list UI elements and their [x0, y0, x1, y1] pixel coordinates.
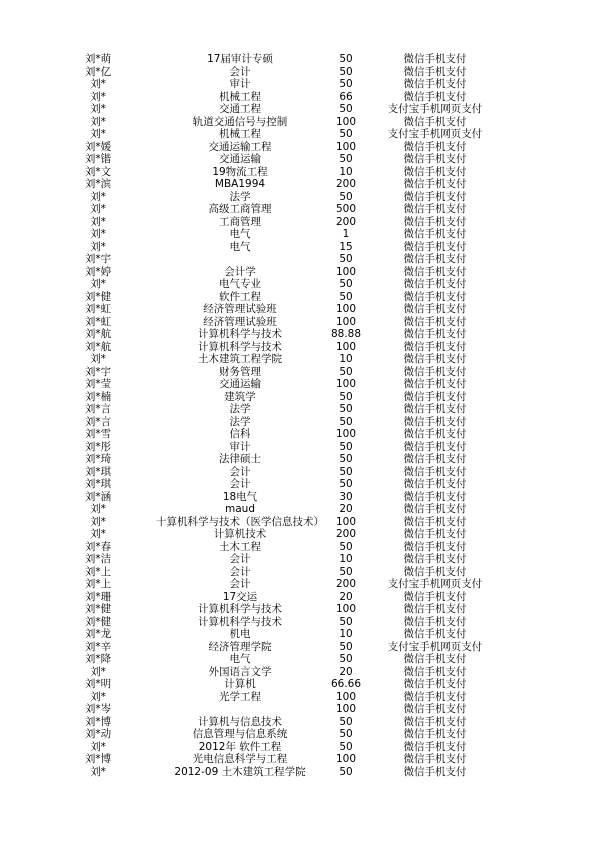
- donor-name-cell: 刘*航: [84, 340, 112, 353]
- major-cell: 2012年 软件工程: [198, 740, 282, 753]
- amount-cell: 50: [339, 290, 353, 303]
- major-cell: 审计: [229, 78, 251, 90]
- table-row: [0, 103, 600, 116]
- donor-name-cell: 刘*琪: [84, 465, 112, 478]
- major-cell: 计算机技术: [213, 528, 267, 540]
- table-row: [0, 666, 600, 679]
- amount-cell: 100: [335, 703, 357, 715]
- donor-name-cell: 刘*: [90, 215, 106, 228]
- donor-name-cell: 刘*: [90, 278, 106, 290]
- amount-cell: 50: [339, 640, 353, 653]
- amount-cell: 50: [339, 153, 353, 165]
- donor-name-cell: 刘*辛: [84, 640, 112, 653]
- amount-cell: 20: [339, 503, 353, 515]
- amount-cell: 50: [339, 190, 353, 203]
- payment-method-cell: 微信手机支付: [403, 278, 467, 290]
- donor-name-cell: 刘*: [90, 128, 106, 140]
- major-cell: 17交运: [222, 590, 258, 603]
- major-cell: 法学: [229, 190, 251, 203]
- table-row: [0, 153, 600, 166]
- donor-name-cell: 刘*: [90, 228, 106, 240]
- donor-name-cell: 刘*: [90, 665, 106, 678]
- table-row: [0, 166, 600, 179]
- major-cell: 工商管理: [219, 215, 261, 228]
- donor-name-cell: 刘*: [90, 690, 106, 703]
- table-row: [0, 241, 600, 254]
- amount-cell: 50: [339, 403, 353, 415]
- payment-method-cell: 微信手机支付: [403, 140, 467, 153]
- table-row: [0, 641, 600, 654]
- table-row: [0, 603, 600, 616]
- payment-method-cell: 微信手机支付: [403, 653, 467, 665]
- payment-method-cell: 微信手机支付: [403, 553, 467, 565]
- table-row: [0, 191, 600, 204]
- table-row: [0, 716, 600, 729]
- payment-method-cell: 微信手机支付: [403, 490, 467, 503]
- major-cell: 计算机科学与技术: [198, 340, 282, 353]
- amount-cell: 50: [339, 653, 353, 665]
- payment-method-cell: 微信手机支付: [403, 65, 467, 78]
- payment-method-cell: 支付宝手机网页支付: [387, 128, 483, 140]
- amount-cell: 50: [339, 740, 353, 753]
- donor-name-cell: 刘*上: [84, 565, 112, 578]
- major-cell: 电气: [229, 228, 251, 240]
- payment-method-cell: 微信手机支付: [403, 215, 467, 228]
- amount-cell: 50: [339, 128, 353, 140]
- payment-method-cell: 微信手机支付: [403, 290, 467, 303]
- payment-method-cell: 微信手机支付: [403, 603, 467, 615]
- table-row: [0, 478, 600, 491]
- table-row: [0, 453, 600, 466]
- major-cell: 计算机科学与技术: [198, 615, 282, 628]
- major-cell: 交通运输: [219, 153, 261, 165]
- amount-cell: 50: [339, 390, 353, 403]
- amount-cell: 10: [339, 165, 353, 178]
- amount-cell: 20: [339, 590, 353, 603]
- amount-cell: 50: [339, 65, 353, 78]
- donor-name-cell: 刘*: [90, 765, 106, 778]
- major-cell: 审计: [229, 440, 251, 453]
- amount-cell: 50: [339, 365, 353, 378]
- payment-method-cell: 微信手机支付: [403, 365, 467, 378]
- payment-method-cell: 微信手机支付: [403, 515, 467, 528]
- table-row: [0, 116, 600, 129]
- donor-name-cell: 刘*言: [84, 403, 112, 415]
- major-cell: 土木工程: [219, 540, 261, 553]
- amount-cell: 66: [339, 90, 353, 103]
- table-row: [0, 341, 600, 354]
- amount-cell: 100: [335, 115, 357, 128]
- major-cell: 交通运输工程: [208, 140, 272, 153]
- amount-cell: 100: [335, 265, 357, 278]
- major-cell: 软件工程: [219, 290, 261, 303]
- donor-name-cell: 刘*亿: [84, 65, 112, 78]
- donor-name-cell: 刘*珊: [84, 590, 112, 603]
- amount-cell: 100: [335, 315, 357, 328]
- donor-name-cell: 刘*博: [84, 753, 112, 765]
- payment-method-cell: 微信手机支付: [403, 253, 467, 265]
- amount-cell: 50: [339, 53, 353, 65]
- donor-name-cell: 刘*涵: [84, 490, 112, 503]
- table-row: [0, 516, 600, 529]
- payment-method-cell: 微信手机支付: [403, 228, 467, 240]
- major-cell: 信息管理与信息系统: [192, 728, 288, 740]
- amount-cell: 50: [339, 540, 353, 553]
- donor-name-cell: 刘*: [90, 90, 106, 103]
- amount-cell: 50: [339, 453, 353, 465]
- amount-cell: 100: [335, 140, 357, 153]
- table-row: [0, 278, 600, 291]
- major-cell: 光电信息科学与工程: [192, 753, 288, 765]
- donor-name-cell: 刘*: [90, 528, 106, 540]
- table-row: [0, 91, 600, 104]
- amount-cell: 20: [339, 665, 353, 678]
- amount-cell: 15: [339, 240, 353, 253]
- major-cell: 计算机科学与技术: [198, 328, 282, 340]
- payment-method-cell: 微信手机支付: [403, 353, 467, 365]
- payment-method-cell: 微信手机支付: [403, 453, 467, 465]
- table-row: [0, 678, 600, 691]
- payment-method-cell: 微信手机支付: [403, 753, 467, 765]
- donor-name-cell: 刘*琦: [84, 453, 112, 465]
- table-row: [0, 528, 600, 541]
- major-cell: 19物流工程: [212, 165, 268, 178]
- table-row: [0, 228, 600, 241]
- major-cell: 机械工程: [219, 128, 261, 140]
- table-row: [0, 591, 600, 604]
- amount-cell: 50: [339, 765, 353, 778]
- payment-method-cell: 微信手机支付: [403, 465, 467, 478]
- table-row: [0, 141, 600, 154]
- major-cell: 电气: [229, 653, 251, 665]
- major-cell: 经济管理学院: [208, 640, 272, 653]
- table-row: [0, 303, 600, 316]
- amount-cell: 1: [342, 228, 350, 240]
- donor-name-cell: 刘*: [90, 240, 106, 253]
- donor-name-cell: 刘*楠: [84, 390, 112, 403]
- amount-cell: 30: [339, 490, 353, 503]
- payment-method-cell: 微信手机支付: [403, 390, 467, 403]
- payment-method-cell: 微信手机支付: [403, 540, 467, 553]
- amount-cell: 50: [339, 715, 353, 728]
- payment-method-cell: 微信手机支付: [403, 678, 467, 690]
- donor-name-cell: 刘*: [90, 103, 106, 115]
- donor-name-cell: 刘*言: [84, 415, 112, 428]
- amount-cell: 500: [335, 203, 357, 215]
- payment-method-cell: 微信手机支付: [403, 528, 467, 540]
- table-row: [0, 491, 600, 504]
- major-cell: 光学工程: [219, 690, 261, 703]
- payment-method-cell: 微信手机支付: [403, 378, 467, 390]
- payment-method-cell: 微信手机支付: [403, 303, 467, 315]
- payment-method-cell: 微信手机支付: [403, 315, 467, 328]
- donor-name-cell: 刘*: [90, 503, 106, 515]
- major-cell: 17届审计专硕: [207, 53, 273, 65]
- table-row: [0, 128, 600, 141]
- table-row: [0, 403, 600, 416]
- table-row: [0, 691, 600, 704]
- donor-name-cell: 刘*: [90, 740, 106, 753]
- table-row: [0, 503, 600, 516]
- payment-method-cell: 微信手机支付: [403, 478, 467, 490]
- donor-name-cell: 刘*动: [84, 728, 112, 740]
- table-row: [0, 316, 600, 329]
- major-cell: 会计: [229, 478, 251, 490]
- major-cell: 2012-09 土木建筑工程学院: [174, 765, 306, 778]
- amount-cell: 100: [335, 753, 357, 765]
- major-cell: 高级工商管理: [208, 203, 272, 215]
- payment-method-cell: 微信手机支付: [403, 440, 467, 453]
- amount-cell: 200: [335, 528, 357, 540]
- major-cell: 经济管理试验班: [203, 303, 277, 315]
- table-row: [0, 391, 600, 404]
- major-cell: 机械工程: [219, 90, 261, 103]
- donor-name-cell: 刘*春: [84, 540, 112, 553]
- amount-cell: 100: [335, 303, 357, 315]
- donor-name-cell: 刘*明: [84, 678, 112, 690]
- donor-name-cell: 刘*婷: [84, 265, 112, 278]
- amount-cell: 50: [339, 278, 353, 290]
- table-row: [0, 566, 600, 579]
- table-row: [0, 541, 600, 554]
- major-cell: maud: [225, 503, 255, 515]
- payment-method-cell: 微信手机支付: [403, 703, 467, 715]
- major-cell: 会计: [229, 465, 251, 478]
- amount-cell: 200: [335, 178, 357, 190]
- payment-method-cell: 微信手机支付: [403, 115, 467, 128]
- table-row: [0, 378, 600, 391]
- amount-cell: 200: [335, 578, 357, 590]
- table-row: [0, 328, 600, 341]
- payment-method-cell: 微信手机支付: [403, 740, 467, 753]
- payment-method-cell: 微信手机支付: [403, 328, 467, 340]
- major-cell: 法律硕士: [219, 453, 261, 465]
- major-cell: 交通运输: [219, 378, 261, 390]
- major-cell: 计算机科学与技术: [198, 603, 282, 615]
- amount-cell: 50: [339, 415, 353, 428]
- amount-cell: 50: [339, 465, 353, 478]
- amount-cell: 50: [339, 103, 353, 115]
- payment-method-cell: 微信手机支付: [403, 178, 467, 190]
- table-row: [0, 353, 600, 366]
- donor-name-cell: 刘*: [90, 203, 106, 215]
- table-row: [0, 728, 600, 741]
- donor-name-cell: 刘*岑: [84, 703, 112, 715]
- donor-name-cell: 刘*: [90, 78, 106, 90]
- payment-method-cell: 微信手机支付: [403, 615, 467, 628]
- major-cell: 财务管理: [219, 365, 261, 378]
- amount-cell: 100: [335, 340, 357, 353]
- amount-cell: 100: [335, 428, 357, 440]
- donor-name-cell: 刘*: [90, 115, 106, 128]
- table-row: [0, 266, 600, 279]
- table-row: [0, 366, 600, 379]
- payment-method-cell: 微信手机支付: [403, 203, 467, 215]
- donor-name-cell: 刘*虹: [84, 315, 112, 328]
- donor-name-cell: 刘*: [90, 353, 106, 365]
- donor-name-cell: 刘*莹: [84, 378, 112, 390]
- donor-name-cell: 刘*虹: [84, 303, 112, 315]
- amount-cell: 50: [339, 253, 353, 265]
- major-cell: 计算机与信息技术: [198, 715, 282, 728]
- payment-method-cell: 微信手机支付: [403, 165, 467, 178]
- major-cell: 土木建筑工程学院: [198, 353, 282, 365]
- major-cell: 建筑学: [224, 390, 256, 403]
- payment-method-cell: 微信手机支付: [403, 565, 467, 578]
- amount-cell: 50: [339, 478, 353, 490]
- major-cell: 会计学: [224, 265, 256, 278]
- major-cell: 法学: [229, 415, 251, 428]
- table-row: [0, 178, 600, 191]
- payment-method-cell: 微信手机支付: [403, 728, 467, 740]
- major-cell: 经济管理试验班: [203, 315, 277, 328]
- donor-name-cell: 刘*: [90, 515, 106, 528]
- major-cell: MBA1994: [214, 178, 266, 190]
- major-cell: 会计: [229, 565, 251, 578]
- amount-cell: 50: [339, 440, 353, 453]
- table-row: [0, 253, 600, 266]
- payment-method-cell: 微信手机支付: [403, 503, 467, 515]
- table-row: [0, 616, 600, 629]
- major-cell: 会计: [229, 578, 251, 590]
- payment-method-cell: 微信手机支付: [403, 78, 467, 90]
- payment-method-cell: 支付宝手机网页支付: [387, 103, 483, 115]
- table-row: [0, 766, 600, 779]
- donor-name-cell: 刘*琪: [84, 478, 112, 490]
- donor-name-cell: 刘*降: [84, 653, 112, 665]
- table-row: [0, 741, 600, 754]
- major-cell: 外国语言文学: [208, 665, 272, 678]
- table-row: [0, 753, 600, 766]
- major-cell: 机电: [229, 628, 251, 640]
- donor-name-cell: 刘*上: [84, 578, 112, 590]
- payment-method-cell: 支付宝手机网页支付: [387, 578, 483, 590]
- donor-name-cell: 刘*宇: [84, 253, 112, 265]
- donor-name-cell: 刘*萌: [84, 53, 112, 65]
- donor-name-cell: 刘*洁: [84, 553, 112, 565]
- amount-cell: 88.88: [330, 328, 362, 340]
- donor-name-cell: 刘*龙: [84, 628, 112, 640]
- payment-method-cell: 微信手机支付: [403, 190, 467, 203]
- table-row: [0, 66, 600, 79]
- amount-cell: 66.66: [330, 678, 362, 690]
- amount-cell: 10: [339, 628, 353, 640]
- major-cell: 会计: [229, 65, 251, 78]
- table-row: [0, 653, 600, 666]
- payment-method-cell: 微信手机支付: [403, 90, 467, 103]
- payment-method-cell: 微信手机支付: [403, 715, 467, 728]
- table-row: [0, 703, 600, 716]
- donor-name-cell: 刘*健: [84, 603, 112, 615]
- payment-method-cell: 微信手机支付: [403, 265, 467, 278]
- major-cell: 会计: [229, 553, 251, 565]
- major-cell: 电气专业: [219, 278, 261, 290]
- amount-cell: 100: [335, 603, 357, 615]
- payment-method-cell: 微信手机支付: [403, 765, 467, 778]
- major-cell: 计算机: [224, 678, 256, 690]
- payment-method-cell: 微信手机支付: [403, 665, 467, 678]
- payment-method-cell: 支付宝手机网页支付: [387, 640, 483, 653]
- payment-method-cell: 微信手机支付: [403, 415, 467, 428]
- table-row: [0, 78, 600, 91]
- major-cell: 法学: [229, 403, 251, 415]
- payment-method-cell: 微信手机支付: [403, 340, 467, 353]
- major-cell: 电气: [229, 240, 251, 253]
- payment-method-cell: 微信手机支付: [403, 153, 467, 165]
- donor-name-cell: 刘*: [90, 190, 106, 203]
- major-cell: 轨道交通信号与控制: [192, 115, 288, 128]
- donor-name-cell: 刘*雪: [84, 428, 112, 440]
- donor-name-cell: 刘*锴: [84, 153, 112, 165]
- payment-method-cell: 微信手机支付: [403, 403, 467, 415]
- amount-cell: 50: [339, 615, 353, 628]
- payment-method-cell: 微信手机支付: [403, 628, 467, 640]
- payment-method-cell: 微信手机支付: [403, 53, 467, 65]
- major-cell: 信科: [229, 428, 251, 440]
- table-row: [0, 578, 600, 591]
- amount-cell: 50: [339, 565, 353, 578]
- donor-name-cell: 刘*博: [84, 715, 112, 728]
- major-cell: 交通工程: [219, 103, 261, 115]
- donor-name-cell: 刘*文: [84, 165, 112, 178]
- payment-method-cell: 微信手机支付: [403, 690, 467, 703]
- major-cell: 18电气: [222, 490, 258, 503]
- payment-method-cell: 微信手机支付: [403, 428, 467, 440]
- payment-method-cell: 微信手机支付: [403, 240, 467, 253]
- amount-cell: 50: [339, 728, 353, 740]
- donor-name-cell: 刘*航: [84, 328, 112, 340]
- amount-cell: 200: [335, 215, 357, 228]
- table-row: [0, 216, 600, 229]
- amount-cell: 100: [335, 690, 357, 703]
- amount-cell: 100: [335, 378, 357, 390]
- amount-cell: 100: [335, 515, 357, 528]
- amount-cell: 10: [339, 353, 353, 365]
- table-row: [0, 466, 600, 479]
- donor-name-cell: 刘*宇: [84, 365, 112, 378]
- donor-name-cell: 刘*健: [84, 290, 112, 303]
- major-cell: 十算机科学与技术（医学信息技术）: [156, 515, 324, 528]
- donor-name-cell: 刘*滨: [84, 178, 112, 190]
- table-row: [0, 203, 600, 216]
- table-row: [0, 441, 600, 454]
- payment-method-cell: 微信手机支付: [403, 590, 467, 603]
- donation-table: [0, 53, 600, 778]
- donor-name-cell: 刘*媛: [84, 140, 112, 153]
- table-row: [0, 553, 600, 566]
- amount-cell: 50: [339, 78, 353, 90]
- donor-name-cell: 刘*健: [84, 615, 112, 628]
- donor-name-cell: 刘*彤: [84, 440, 112, 453]
- table-row: [0, 428, 600, 441]
- table-row: [0, 291, 600, 304]
- table-row: [0, 628, 600, 641]
- table-row: [0, 53, 600, 66]
- table-row: [0, 416, 600, 429]
- amount-cell: 10: [339, 553, 353, 565]
